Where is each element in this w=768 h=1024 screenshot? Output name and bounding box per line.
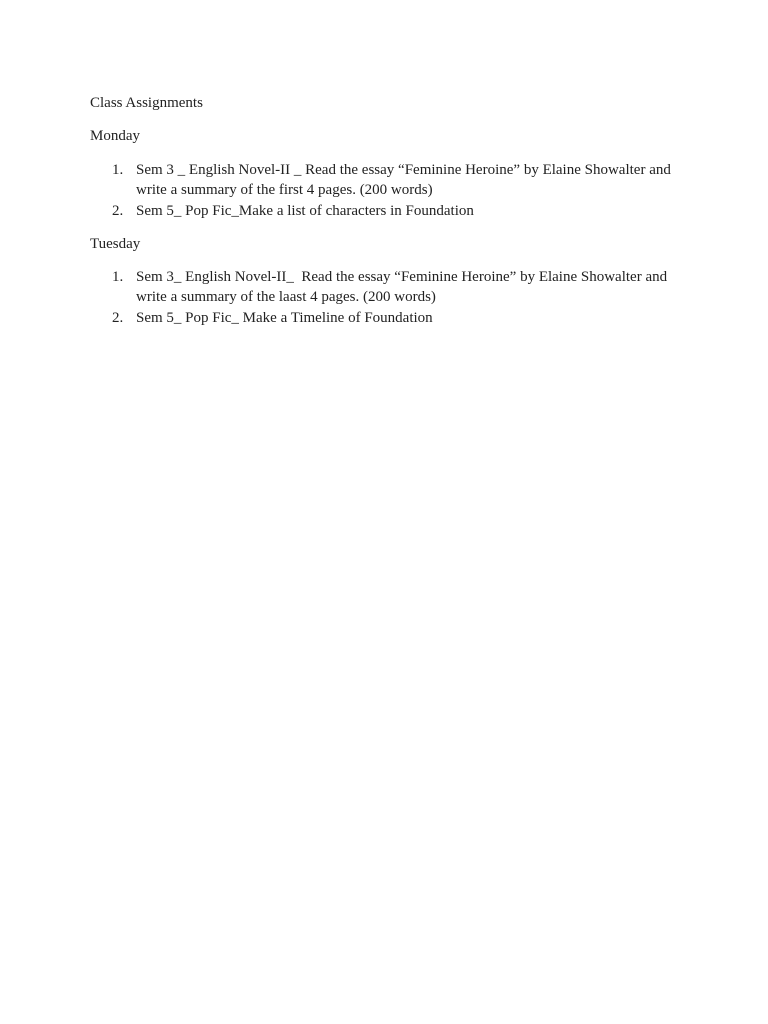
day-heading-monday: Monday	[90, 128, 140, 144]
list-item	[0, 308, 768, 328]
list-item-line: write a summary of the first 4 pages. (200 words)	[136, 182, 433, 198]
list-item	[0, 160, 768, 200]
list-item-line: write a summary of the laast 4 pages. (200 words)	[136, 289, 436, 305]
list-item-number: 1.	[112, 269, 124, 285]
document-title: Class Assignments	[90, 95, 203, 111]
list-item	[0, 267, 768, 307]
list-item-number: 1.	[112, 162, 124, 178]
assignment-list-monday	[0, 160, 768, 222]
list-item-number: 2.	[112, 203, 124, 219]
assignment-list-tuesday	[0, 267, 768, 329]
list-item-line: Sem 3_ English Novel-II_ Read the essay “Feminine Heroine” by Elaine Showalter and	[136, 269, 668, 285]
list-item-line: Sem 3 _ English Novel-II _ Read the essay “Feminine Heroine” by Elaine Showalter and	[136, 162, 671, 178]
list-item-number: 2.	[112, 310, 124, 326]
list-item-line: Sem 5_ Pop Fic_Make a list of characters in Foundation	[136, 203, 474, 219]
day-heading-tuesday: Tuesday	[90, 236, 141, 252]
list-item	[0, 201, 768, 221]
list-item-line: Sem 5_ Pop Fic_ Make a Timeline of Foundation	[136, 310, 433, 326]
